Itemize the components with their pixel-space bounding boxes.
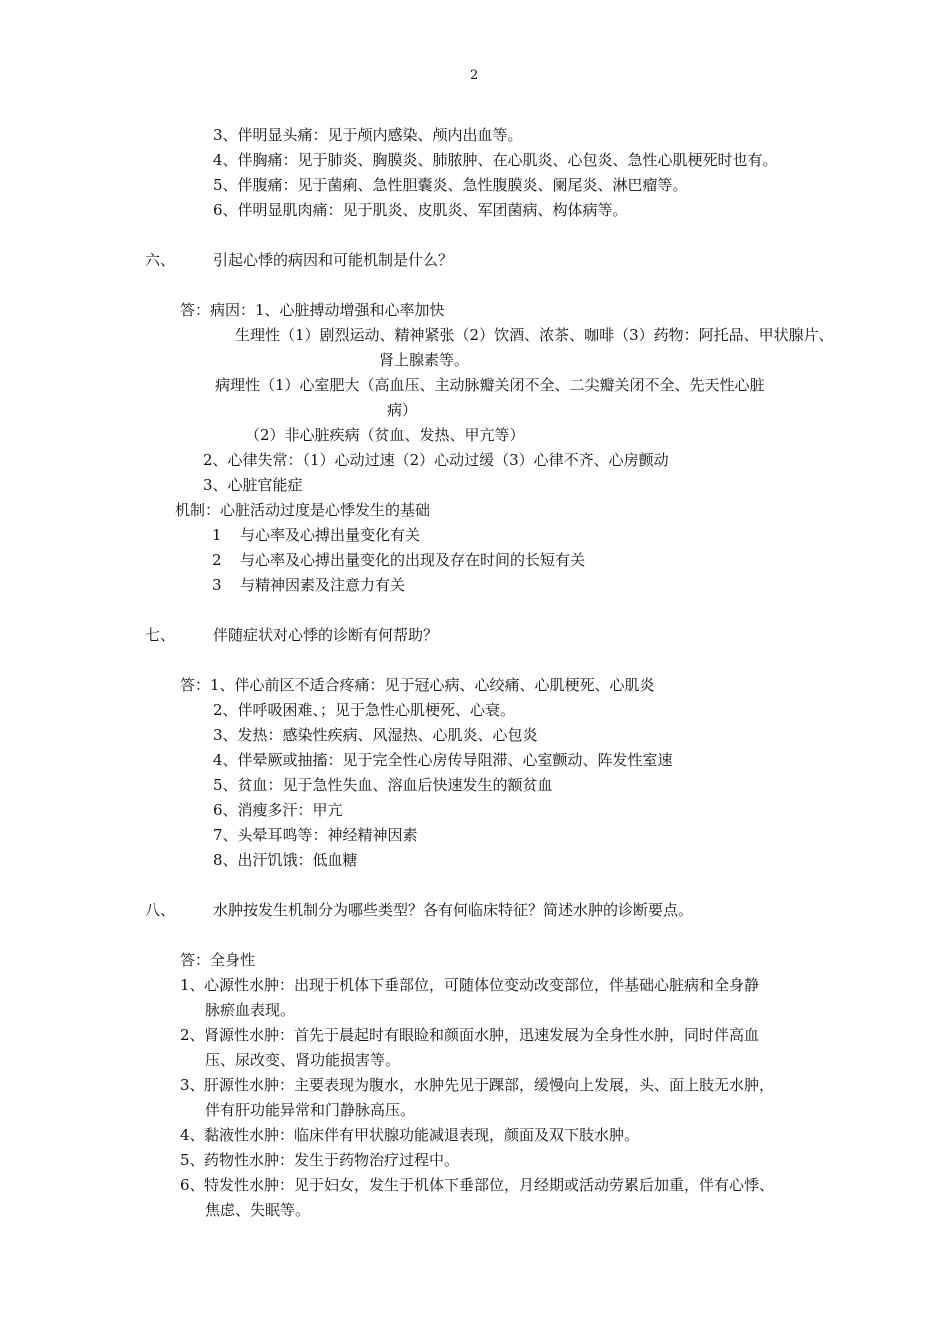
- edema-item: 6、特发性水肿：见于妇女，发生于机体下垂部位，月经期或活动劳累后加重，伴有心悸、: [180, 1176, 775, 1194]
- answer-line: 肾上腺素等。: [379, 351, 470, 369]
- answer-line: 答：病因：1、心脏搏动增强和心率加快: [180, 301, 445, 319]
- edema-item: 5、药物性水肿：发生于药物治疗过程中。: [180, 1151, 460, 1169]
- list-item: 6、伴明显肌肉痛：见于肌炎、皮肌炎、军团菌病、构体病等。: [213, 201, 628, 219]
- edema-item: 2、肾源性水肿：首先于晨起时有眼睑和颜面水肿，迅速发展为全身性水肿，同时伴高血: [180, 1026, 760, 1044]
- edema-item: 3、肝源性水肿：主要表现为腹水，水肿先见于踝部，缓慢向上发展，头、面上肢无水肿，: [180, 1076, 775, 1094]
- list-item: 4、伴胸痛：见于肺炎、胸膜炎、肺脓肿、在心肌炎、心包炎、急性心肌梗死时也有。: [213, 151, 778, 169]
- answer-line: （2）非心脏疾病（贫血、发热、甲亢等）: [245, 426, 525, 444]
- answer-line: 病理性（1）心室肥大（高血压、主动脉瓣关闭不全、二尖瓣关闭不全、先天性心脏: [215, 376, 765, 394]
- edema-item-cont: 脉瘀血表现。: [205, 1001, 296, 1019]
- answer-line: 4、伴晕厥或抽搐：见于完全性心房传导阻滞、心室颤动、阵发性室速: [213, 751, 673, 769]
- edema-item-cont: 焦虑、失眠等。: [205, 1201, 311, 1219]
- answer-line: 5、贫血：见于急性失血、溶血后快速发生的额贫血: [213, 776, 553, 794]
- answer-line: 7、头晕耳鸣等：神经精神因素: [213, 826, 418, 844]
- answer-line: 病）: [387, 401, 418, 419]
- answer-line: 2、心律失常：（1）心动过速（2）心动过缓（3）心律不齐、心房颤动: [203, 451, 669, 469]
- answer-line: 3、心脏官能症: [203, 476, 303, 494]
- question-number: 七、: [145, 626, 176, 644]
- question-title: 引起心悸的病因和可能机制是什么？: [213, 251, 454, 269]
- mechanism-item: 1 与心率及心搏出量变化有关: [212, 526, 421, 544]
- answer-line: 6、消瘦多汗：甲亢: [213, 801, 343, 819]
- edema-item-cont: 伴有肝功能异常和门静脉高压。: [205, 1101, 416, 1119]
- question-heading: [145, 900, 693, 920]
- page-number: 2: [470, 68, 479, 83]
- answer-line: 2、伴呼吸困难、；见于急性心肌梗死、心衰。: [213, 701, 516, 719]
- mechanism-item: 2 与心率及心搏出量变化的出现及存在时间的长短有关: [212, 551, 586, 569]
- answer-line: 3、发热：感染性疾病、风湿热、心肌炎、心包炎: [213, 726, 538, 744]
- edema-item: 1、心源性水肿：出现于机体下垂部位，可随体位变动改变部位，伴基础心脏病和全身静: [180, 976, 760, 994]
- question-title: 水肿按发生机制分为哪些类型？各有何临床特征？简述水肿的诊断要点。: [213, 901, 694, 919]
- edema-item: 4、黏液性水肿：临床伴有甲状腺功能减退表现，颜面及双下肢水肿。: [180, 1126, 640, 1144]
- answer-line: 答：全身性: [180, 951, 256, 969]
- mechanism-item: 3 与精神因素及注意力有关: [212, 576, 406, 594]
- question-heading: [145, 625, 438, 645]
- answer-line: 答：1、伴心前区不适合疼痛：见于冠心病、心绞痛、心肌梗死、心肌炎: [180, 676, 655, 694]
- question-heading: [145, 250, 453, 270]
- answer-line: 生理性（1）剧烈运动、精神紧张（2）饮酒、浓茶、咖啡（3）药物：阿托品、甲状腺片、: [235, 326, 834, 344]
- list-item: 5、伴腹痛：见于菌痢、急性胆囊炎、急性腹膜炎、阑尾炎、淋巴瘤等。: [213, 176, 688, 194]
- edema-item-cont: 压、尿改变、肾功能损害等。: [205, 1051, 401, 1069]
- question-number: 六、: [145, 251, 176, 269]
- question-title: 伴随症状对心悸的诊断有何帮助？: [213, 626, 439, 644]
- list-item: 3、伴明显头痛：见于颅内感染、颅内出血等。: [213, 126, 523, 144]
- answer-line: 机制：心脏活动过度是心悸发生的基础: [175, 501, 431, 519]
- answer-line: 8、出汗饥饿：低血糖: [213, 851, 358, 869]
- question-number: 八、: [145, 901, 176, 919]
